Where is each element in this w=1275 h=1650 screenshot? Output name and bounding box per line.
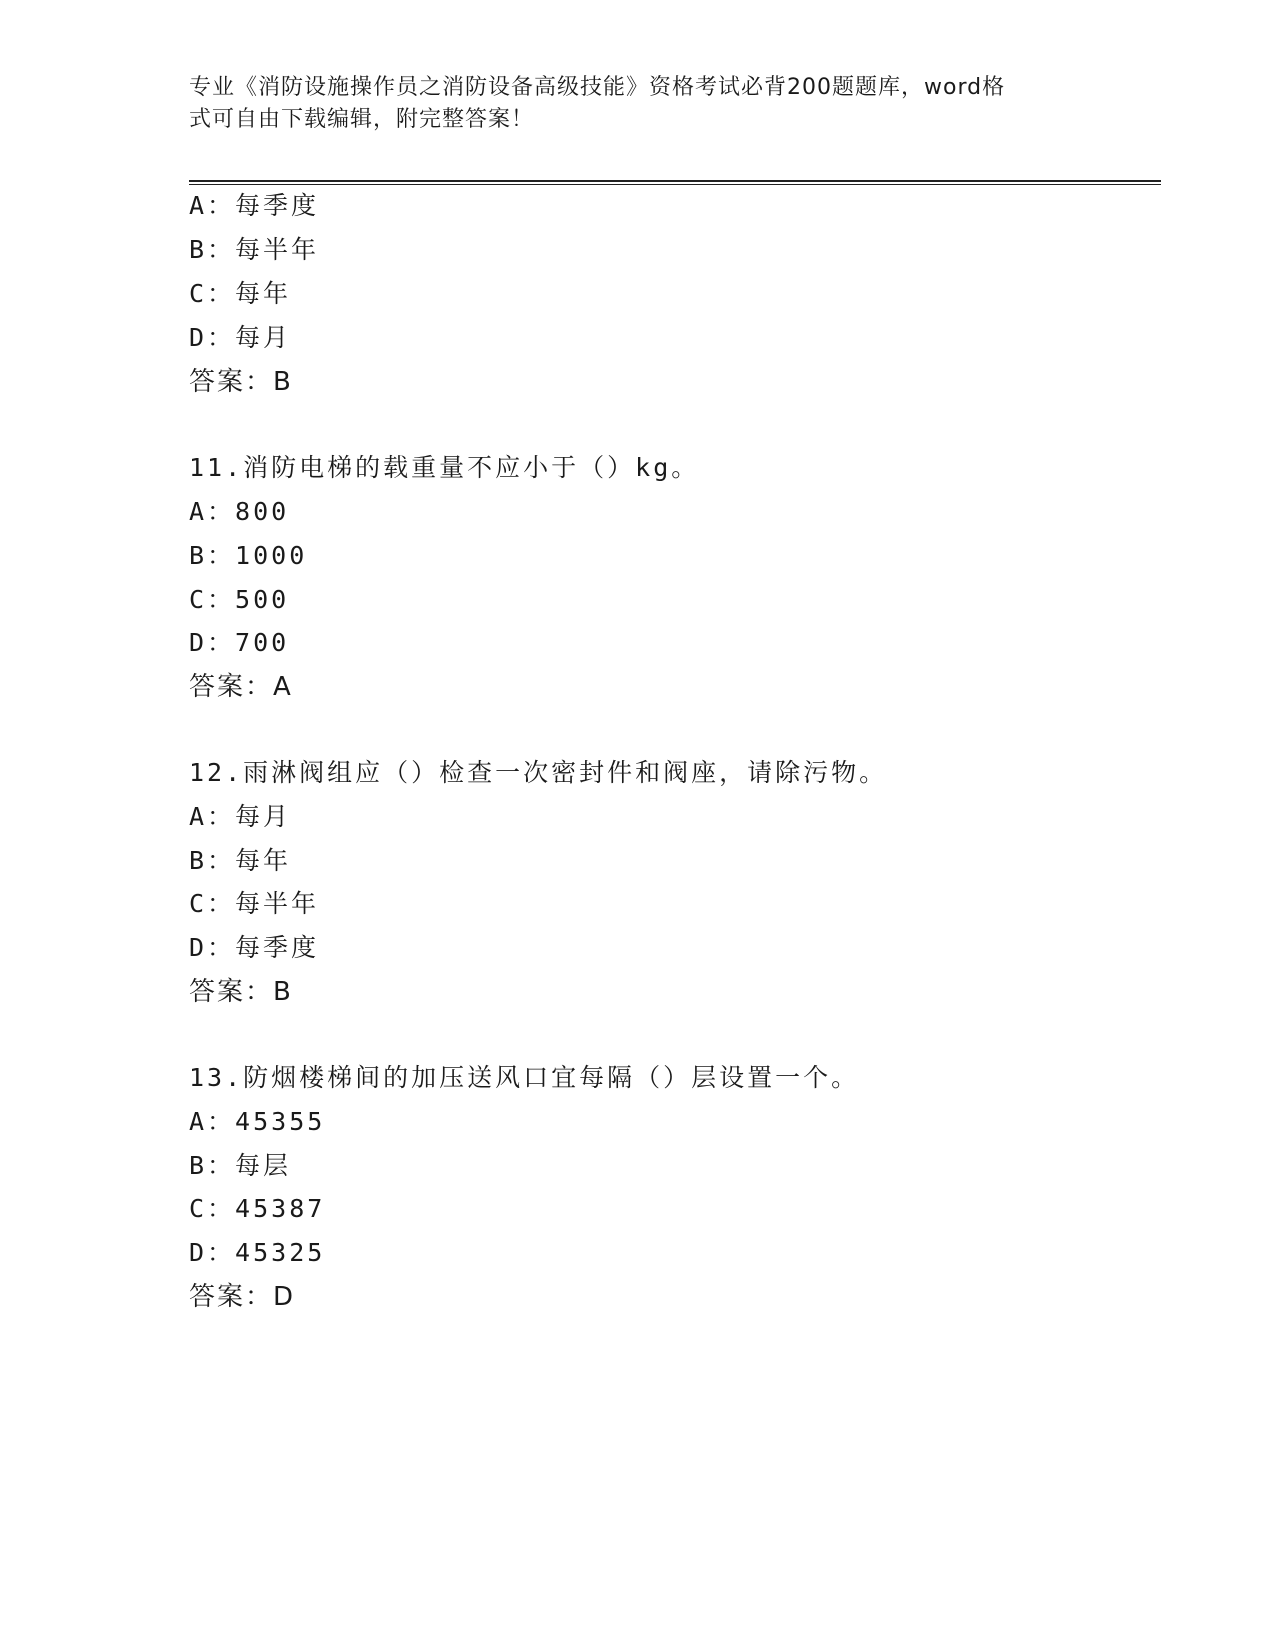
option-a: A：800 <box>189 497 290 526</box>
header-divider <box>189 180 1161 182</box>
question-stem: 13.防烟楼梯间的加压送风口宜每隔（）层设置一个。 <box>189 1063 860 1092</box>
option-a: A：每季度 <box>189 191 320 220</box>
option-b: B：1000 <box>189 541 308 570</box>
option-d: D：每季度 <box>189 933 320 962</box>
question-stem: 11.消防电梯的载重量不应小于（）kg。 <box>189 453 700 482</box>
header-title-line-1: 专业《消防设施操作员之消防设备高级技能》资格考试必背200题题库，word格 <box>189 75 1006 100</box>
option-b: B：每年 <box>189 846 292 875</box>
page-header <box>189 72 1089 136</box>
option-d: D：700 <box>189 628 290 657</box>
option-d: D：每月 <box>189 323 292 352</box>
answer-label: 答案：B <box>189 367 293 397</box>
option-d: D：45325 <box>189 1238 326 1267</box>
answer-label: 答案：A <box>189 672 293 702</box>
header-title-line-2: 式可自由下载编辑，附完整答案！ <box>189 107 535 132</box>
question-stem: 12.雨淋阀组应（）检查一次密封件和阀座，请除污物。 <box>189 758 888 787</box>
option-c: C：每半年 <box>189 889 320 918</box>
answer-label: 答案：D <box>189 1282 296 1312</box>
header-divider-thin <box>189 184 1161 185</box>
option-a: A：每月 <box>189 802 292 831</box>
option-c: C：500 <box>189 585 290 614</box>
option-b: B：每半年 <box>189 235 320 264</box>
option-b: B：每层 <box>189 1151 292 1180</box>
answer-label: 答案：B <box>189 977 293 1007</box>
option-c: C：45387 <box>189 1194 326 1223</box>
option-c: C：每年 <box>189 279 292 308</box>
option-a: A：45355 <box>189 1107 326 1136</box>
